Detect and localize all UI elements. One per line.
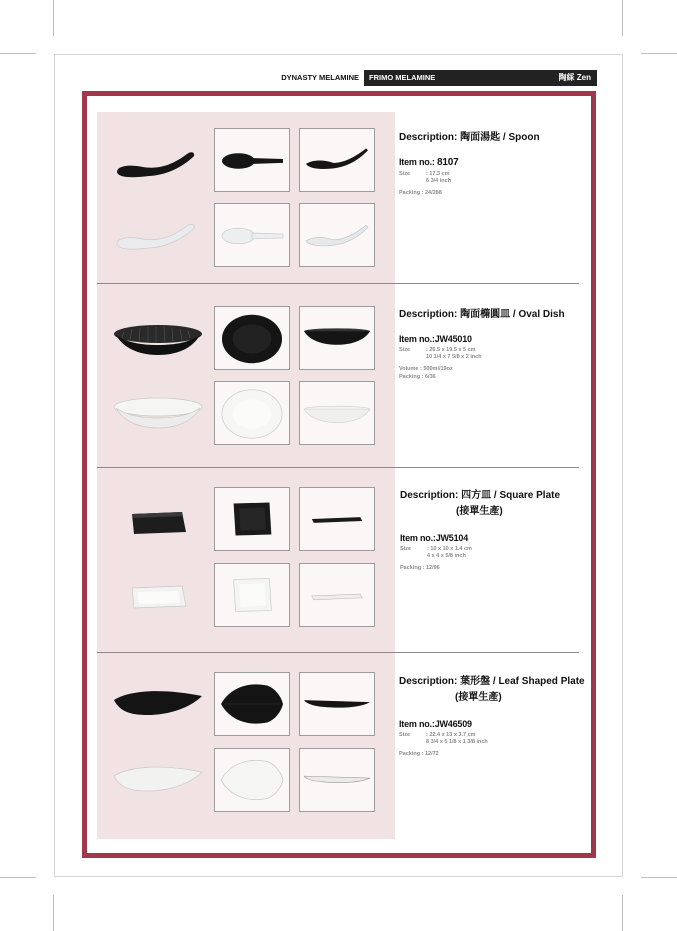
leaf-plate-white-photo <box>110 760 206 800</box>
item-number: JW45010 <box>434 334 472 344</box>
size-cm: : 17.3 cm <box>426 171 450 177</box>
size-cm: : 26.5 x 19.5 x 5 cm <box>426 347 476 353</box>
crop-mark <box>0 877 36 878</box>
size-spec <box>399 171 574 185</box>
spoon-white-side-photo <box>299 203 375 267</box>
square-plate-black-top-photo <box>214 487 290 551</box>
packing-spec: Packing : 6/36 <box>399 374 436 380</box>
item-number-line <box>399 157 574 168</box>
item-number: JW46509 <box>434 719 472 729</box>
size-inch: 8 3/4 x 5 1/8 x 1 3/8 inch <box>426 739 488 745</box>
product-description: Description: 葉形盤 / Leaf Shaped Plate <box>399 676 585 687</box>
size-spec <box>399 732 577 746</box>
crop-mark <box>53 895 54 931</box>
crop-mark <box>641 53 677 54</box>
spoon-white-photo <box>113 220 201 260</box>
size-cm: : 22.4 x 13 x 3.7 cm <box>426 732 476 738</box>
leaf-plate-black-photo <box>110 684 206 724</box>
leaf-plate-black-top-photo <box>214 672 290 736</box>
size-spec <box>400 546 575 560</box>
packing-spec: Packing : 24/288 <box>399 190 442 196</box>
product-description: Description: 四方皿 / Square Plate <box>400 490 561 501</box>
size-label: Size <box>399 171 411 177</box>
oval-dish-black-side-photo <box>299 306 375 370</box>
product-info-leaf-plate <box>399 672 585 758</box>
divider <box>97 467 579 468</box>
size-label: Size <box>399 347 411 353</box>
product-info-spoon <box>399 128 574 197</box>
size-cm: : 10 x 10 x 1.4 cm <box>427 546 472 552</box>
divider <box>97 652 579 653</box>
spoon-black-photo <box>113 145 201 185</box>
item-number-line <box>399 334 574 344</box>
packing-spec: Packing : 12/96 <box>400 565 440 571</box>
leaf-plate-white-side-photo <box>299 748 375 812</box>
size-inch: 6 3/4 inch <box>426 178 452 184</box>
crop-mark <box>622 895 623 931</box>
size-label: Size <box>399 732 411 738</box>
spoon-white-top-photo <box>214 203 290 267</box>
product-description-note: (接單生產) <box>456 506 503 517</box>
size-label: Size <box>400 546 412 552</box>
oval-dish-white-side-photo <box>299 381 375 445</box>
item-label: Item no.: <box>399 719 435 729</box>
brand-frimo: FRIMO MELAMINE <box>369 73 436 82</box>
oval-dish-black-top-photo <box>214 306 290 370</box>
oval-dish-white-photo <box>110 392 206 434</box>
square-plate-white-top-photo <box>214 563 290 627</box>
square-plate-white-photo <box>126 580 190 614</box>
series-name: 陶綵 Zen <box>558 73 591 82</box>
product-description: Description: 陶面湯匙 / Spoon <box>399 132 540 143</box>
item-number: JW5104 <box>435 533 469 543</box>
square-plate-white-side-photo <box>299 563 375 627</box>
crop-mark <box>53 0 54 36</box>
divider <box>97 283 579 284</box>
item-label: Item no.: <box>400 533 436 543</box>
product-description: Description: 陶面橢圓皿 / Oval Dish <box>399 309 565 320</box>
size-inch: 4 x 4 x 5/8 inch <box>427 553 466 559</box>
oval-dish-black-photo <box>110 318 206 360</box>
crop-mark <box>0 53 36 54</box>
brand-dynasty: DYNASTY MELAMINE <box>281 73 359 82</box>
crop-mark <box>622 0 623 36</box>
item-number-line <box>400 533 575 543</box>
item-number: 8107 <box>437 157 459 168</box>
oval-dish-white-top-photo <box>214 381 290 445</box>
size-inch: 10 1/4 x 7 5/8 x 2 inch <box>426 354 482 360</box>
crop-mark <box>641 877 677 878</box>
spoon-black-top-photo <box>214 128 290 192</box>
leaf-plate-white-top-photo <box>214 748 290 812</box>
brand-frimo-bar <box>364 70 597 86</box>
packing-spec: Packing : 12/72 <box>399 751 439 757</box>
item-number-line <box>399 719 577 729</box>
square-plate-black-side-photo <box>299 487 375 551</box>
item-label: Item no.: <box>399 157 437 167</box>
volume-spec: Volume : 500ml/19oz <box>399 366 453 372</box>
leaf-plate-black-side-photo <box>299 672 375 736</box>
product-info-square-plate <box>400 486 575 572</box>
square-plate-black-photo <box>126 506 190 540</box>
product-info-oval-dish <box>399 305 574 381</box>
item-label: Item no.: <box>399 334 435 344</box>
spoon-black-side-photo <box>299 128 375 192</box>
size-spec <box>399 347 574 361</box>
product-description-note: (接單生產) <box>455 692 502 703</box>
